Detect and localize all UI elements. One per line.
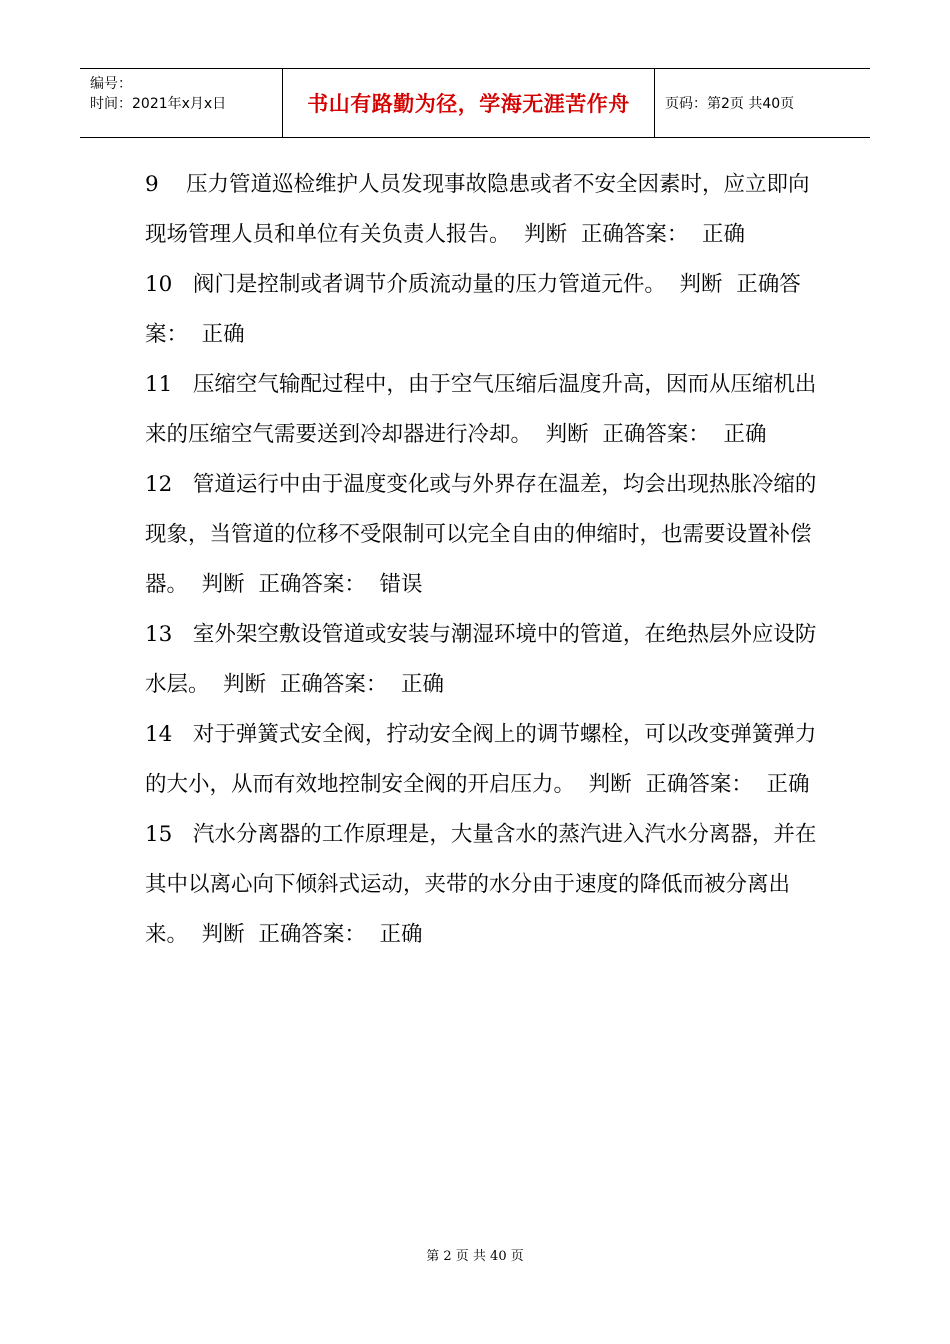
question-list: [145, 160, 825, 960]
header-motto: 书山有路勤为径，学海无涯苦作舟: [283, 69, 655, 137]
question-item: 13 室外架空敷设管道或安装与潮湿环境中的管道，在绝热层外应设防水层。 判断 正确答案： 正确: [145, 622, 817, 697]
header-page-info: 页码：第2页 共40页: [665, 96, 795, 112]
question-item: 11 压缩空气输配过程中，由于空气压缩后温度升高，因而从压缩机出来的压缩空气需要送到冷却器进行冷却。 判断 正确答案： 正确: [145, 372, 817, 447]
header-meta: [80, 69, 283, 137]
page-header: [80, 68, 870, 138]
number-label: 编号：: [90, 76, 132, 92]
question-item: 9 压力管道巡检维护人员发现事故隐患或者不安全因素时，应立即向现场管理人员和单位有关负责人报告。 判断 正确答案： 正确: [145, 172, 810, 247]
question-item: 12 管道运行中由于温度变化或与外界存在温差，均会出现热胀冷缩的现象，当管道的位移不受限制可以完全自由的伸缩时，也需要设置补偿器。 判断 正确答案： 错误: [145, 472, 817, 597]
date-label: 时间：2021年x月x日: [90, 96, 227, 112]
page-footer: 第 2 页 共 40 页: [426, 1249, 524, 1264]
question-item: 10 阀门是控制或者调节介质流动量的压力管道元件。 判断 正确答案： 正确: [145, 272, 801, 347]
question-item: 15 汽水分离器的工作原理是，大量含水的蒸汽进入汽水分离器，并在其中以离心向下倾斜式运动，夹带的水分由于速度的降低而被分离出来。 判断 正确答案： 正确: [145, 822, 817, 947]
question-item: 14 对于弹簧式安全阀，拧动安全阀上的调节螺栓，可以改变弹簧弹力的大小，从而有效地控制安全阀的开启压力。 判断 正确答案： 正确: [145, 722, 817, 797]
